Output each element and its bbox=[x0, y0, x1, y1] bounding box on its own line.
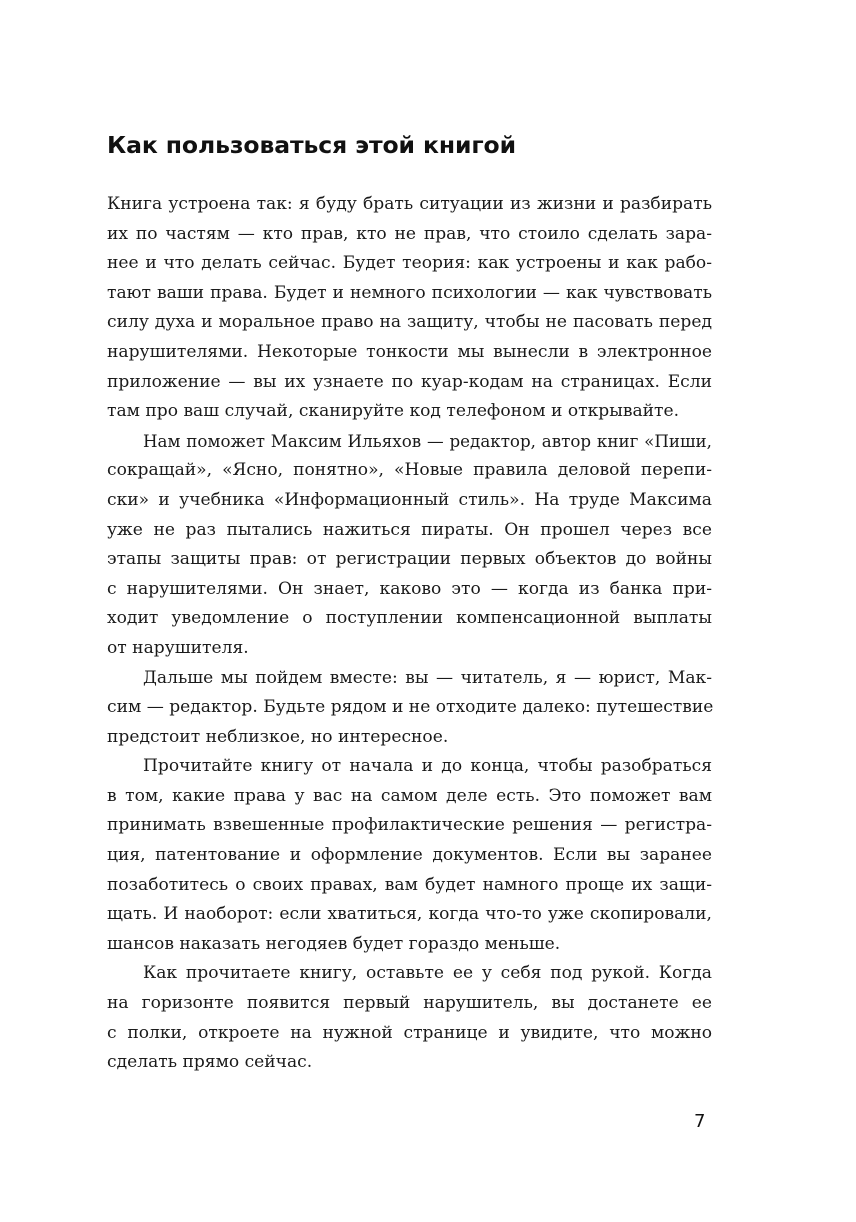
text-line: Прочитайте книгу от начала и до конца, чтобы разобраться bbox=[143, 756, 712, 777]
text-line: Как прочитаете книгу, оставьте ее у себя под рукой. Когда bbox=[143, 963, 712, 984]
text-line: в том, какие права у вас на самом деле есть. Это поможет вам bbox=[107, 785, 712, 806]
text-line: Нам поможет Максим Ильяхов — редактор, автор книг «Пиши, bbox=[143, 430, 712, 451]
text-line: Книга устроена так: я буду брать ситуации из жизни и разбирать bbox=[107, 194, 712, 214]
paragraph-4 bbox=[107, 752, 712, 959]
text-line: на горизонте появится первый нарушитель, вы достанете ее bbox=[107, 993, 712, 1014]
text-line: сделать прямо сейчас. bbox=[107, 1052, 313, 1073]
paragraph-5 bbox=[107, 959, 712, 1077]
text-line: их по частям — кто прав, кто не прав, что стоило сделать зара- bbox=[107, 223, 712, 244]
text-line: с нарушителями. Он знает, каково это — когда из банка при- bbox=[107, 578, 712, 599]
text-line: силу духа и моральное право на защиту, чтобы не пасовать перед bbox=[107, 312, 712, 333]
text-line: позаботитесь о своих правах, вам будет намного проще их защи- bbox=[107, 874, 712, 895]
paragraph-2 bbox=[107, 427, 712, 664]
text-line: от нарушителя. bbox=[107, 637, 249, 658]
text-line: Дальше мы пойдем вместе: вы — читатель, я — юрист, Мак- bbox=[143, 667, 712, 688]
paragraph-1 bbox=[107, 190, 712, 427]
text-line: сокращай», «Ясно, понятно», «Новые правила деловой перепи- bbox=[107, 460, 712, 481]
text-line: сим — редактор. Будьте рядом и не отходите далеко: путешествие bbox=[107, 697, 714, 718]
text-line: щать. И наоборот: если хватиться, когда что-то уже скопировали, bbox=[107, 904, 712, 925]
text-line: принимать взвешенные профилактические решения — регистра- bbox=[107, 815, 712, 836]
text-line: уже не раз пытались нажиться пираты. Он прошел через все bbox=[107, 519, 712, 540]
text-line: с полки, откроете на нужной странице и увидите, что можно bbox=[107, 1022, 712, 1043]
text-line: приложение — вы их узнаете по куар-кодам на страницах. Если bbox=[107, 371, 712, 392]
text-line: нее и что делать сейчас. Будет теория: как устроены и как рабо- bbox=[107, 253, 712, 274]
text-line: ходит уведомление о поступлении компенсационной выплаты bbox=[107, 608, 712, 629]
paragraph-3 bbox=[107, 664, 712, 753]
text-line: тают ваши права. Будет и немного психологии — как чувствовать bbox=[107, 282, 712, 303]
text-line: нарушителями. Некоторые тонкости мы вынесли в электронное bbox=[107, 341, 712, 362]
text-line: ция, патентование и оформление документов. Если вы заранее bbox=[107, 845, 712, 866]
text-line: шансов наказать негодяев будет гораздо меньше. bbox=[107, 933, 561, 954]
text-line: ски» и учебника «Информационный стиль». На труде Максима bbox=[107, 489, 712, 510]
body-text bbox=[107, 190, 712, 1078]
text-line: этапы защиты прав: от регистрации первых объектов до войны bbox=[107, 549, 712, 570]
text-line: там про ваш случай, сканируйте код телефоном и открывайте. bbox=[107, 401, 680, 422]
text-line: предстоит неблизкое, но интересное. bbox=[107, 726, 449, 747]
chapter-heading: Как пользоваться этой книгой bbox=[107, 131, 516, 159]
page-number: 7 bbox=[694, 1111, 706, 1132]
